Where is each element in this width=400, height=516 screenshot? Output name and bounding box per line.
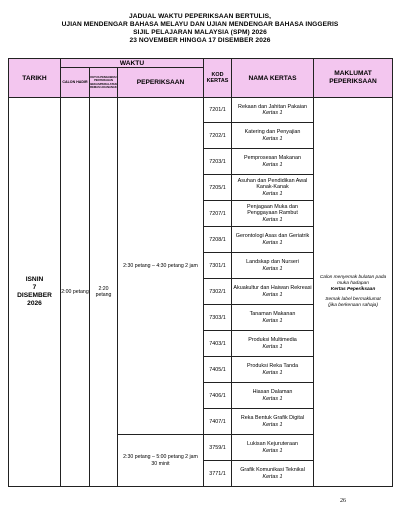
title-line-1: JADUAL WAKTU PEPERIKSAAN BERTULIS,: [128, 13, 272, 20]
note-line-4: (jika berkenaan sahaja): [328, 303, 378, 308]
header-peperiksaan: PEPERIKSAAN: [118, 68, 204, 98]
paper-name: Penjagaan Muka dan Penggayaan Rambut: [247, 203, 298, 217]
paper-name-cell: [232, 253, 314, 279]
date-year: 2026: [27, 300, 42, 307]
paper-name-cell: [232, 149, 314, 175]
paper-name-cell: [232, 279, 314, 305]
paper-number: Kertas 1: [262, 190, 283, 197]
session-2-time: 2:30 petang – 5:00 petang 2 jam 30 minit: [118, 435, 204, 487]
paper-name: Akuakultur dan Haiwan Rekreasi: [233, 285, 312, 292]
paper-number: Kertas 1: [262, 473, 283, 480]
header-nama-kertas: NAMA KERTAS: [232, 59, 314, 98]
paper-number: Kertas 1: [262, 110, 283, 116]
paper-name-cell: [232, 461, 314, 487]
date-day: ISNIN: [25, 276, 44, 283]
paper-name: Gerontologi Asas dan Geriatrik: [235, 233, 310, 240]
paper-number: Kertas 1: [262, 395, 283, 402]
calon-hadir-time: 2:00 petang: [61, 98, 90, 487]
paper-code: 7201/1: [204, 98, 232, 123]
header-maklumat: MAKLUMAT PEPERIKSAAN: [314, 59, 393, 98]
paper-name: Rekaan dan Jahitan Pakaian: [238, 103, 307, 110]
paper-name: Reka Bentuk Grafik Digital: [240, 415, 305, 422]
paper-code: 7207/1: [204, 201, 232, 227]
paper-name: Produksi Multimedia: [248, 337, 297, 344]
paper-name-cell: [232, 383, 314, 409]
paper-name: Katering dan Penyajian: [244, 129, 301, 136]
paper-number: Kertas 1: [262, 291, 283, 298]
title-line-4: 23 NOVEMBER HINGGA 17 DISEMBER 2026: [129, 37, 271, 44]
paper-name: Produksi Reka Tanda: [246, 363, 299, 370]
paper-name-cell: [232, 123, 314, 149]
header-kod-kertas: KOD KERTAS: [204, 59, 232, 98]
paper-code: 7208/1: [204, 227, 232, 253]
paper-number: Kertas 1: [262, 265, 283, 272]
paper-number: Kertas 1: [262, 343, 283, 350]
paper-code: 7405/1: [204, 357, 232, 383]
paper-number: Kertas 1: [262, 421, 283, 428]
date-month: DISEMBER: [17, 292, 52, 299]
paper-number: Kertas 1: [262, 239, 283, 246]
paper-number: Kertas 1: [262, 216, 283, 223]
note-line-2: Kertas Peperiksaan: [330, 287, 376, 292]
date-num: 7: [32, 284, 37, 291]
header-ketua-pengawas: KETUA PENGAWAS/ PENYERAHAN BEKAS/PERALATAN REMAS/ AKANANAK: [90, 68, 118, 98]
paper-name-cell: [232, 409, 314, 435]
ketua-pengawas-time: 2:20 petang: [90, 98, 118, 487]
paper-name-cell: [232, 331, 314, 357]
paper-code: 7406/1: [204, 383, 232, 409]
paper-name-cell: [232, 305, 314, 331]
paper-name: Grafik Komunikasi Teknikal: [240, 467, 305, 474]
page-number: 26: [340, 498, 346, 504]
paper-name: Lukisan Kejuruteraan: [247, 441, 298, 448]
paper-name-cell: [232, 98, 314, 123]
header-tarikh: TARIKH: [9, 59, 61, 98]
paper-code: 7303/1: [204, 305, 232, 331]
paper-name: Hiasan Dalaman: [252, 389, 293, 396]
paper-number: Kertas 1: [262, 447, 283, 454]
paper-code: 7407/1: [204, 409, 232, 435]
paper-name: Pemprosesan Makanan: [244, 155, 301, 162]
paper-name: Tanaman Makanan: [249, 311, 296, 318]
header-waktu: WAKTU: [61, 59, 204, 68]
paper-code: 7205/1: [204, 175, 232, 201]
paper-name-cell: [232, 227, 314, 253]
paper-name-cell: [232, 357, 314, 383]
paper-code: 7302/1: [204, 279, 232, 305]
title-line-2: UJIAN MENDENGAR BAHASA MELAYU DAN UJIAN MENDENGAR BAHASA INGGERIS: [61, 21, 339, 28]
paper-code: 7301/1: [204, 253, 232, 279]
paper-code: 3771/1: [204, 461, 232, 487]
paper-name: Landskap dan Nurseri: [246, 259, 299, 266]
paper-code: 3759/1: [204, 435, 232, 461]
maklumat-cell: [314, 98, 393, 487]
title-line-3: SIJIL PELAJARAN MALAYSIA (SPM) 2026: [133, 29, 267, 36]
paper-name: Asuhan dan Pendidikan Awal Kanak-Kanak: [237, 177, 308, 191]
paper-name-cell: [232, 201, 314, 227]
date-cell: [9, 98, 61, 487]
header-calon-hadir: CALON HADIR: [61, 68, 90, 98]
paper-name-cell: [232, 175, 314, 201]
paper-number: Kertas 1: [262, 161, 283, 168]
paper-name-cell: [232, 435, 314, 461]
paper-number: Kertas 1: [262, 135, 283, 142]
note-line-3: Semak label bermaklumat: [325, 297, 381, 302]
paper-code: 7202/1: [204, 123, 232, 149]
paper-number: Kertas 1: [262, 369, 283, 376]
session-1-time: 2:30 petang – 4:30 petang 2 jam: [118, 98, 204, 435]
paper-code: 7203/1: [204, 149, 232, 175]
paper-number: Kertas 1: [262, 317, 283, 324]
note-line-1: Calon menyemak bulatan pada muka hadapan: [319, 275, 387, 286]
exam-timetable: [8, 58, 393, 487]
paper-code: 7403/1: [204, 331, 232, 357]
